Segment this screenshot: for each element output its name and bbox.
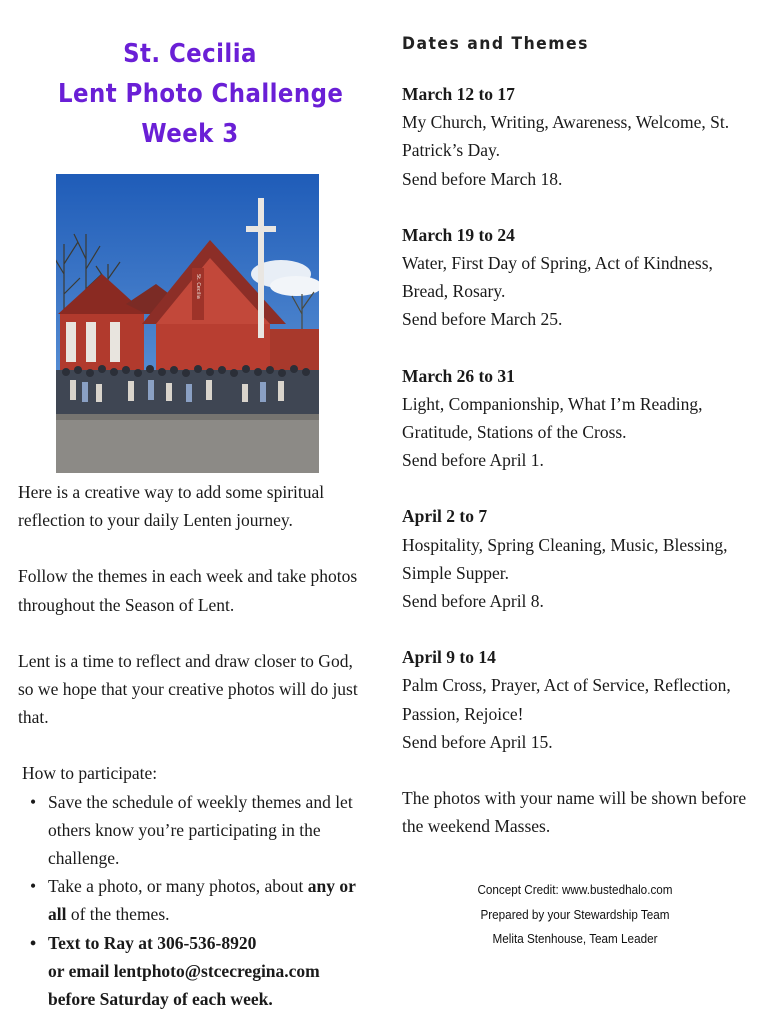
- week-themes: Hospitality, Spring Cleaning, Music, Blessing, Simple Supper.: [402, 534, 728, 583]
- contact-deadline-line: before Saturday of each week.: [48, 989, 273, 1010]
- title-line-2: Lent Photo Challenge: [58, 79, 344, 109]
- title-line-1: St. Cecilia: [123, 39, 257, 69]
- week-deadline: Send before April 1.: [402, 450, 544, 471]
- bullet-icon: •: [30, 791, 37, 812]
- week-deadline: Send before March 18.: [402, 168, 563, 189]
- how-to-list: [18, 788, 368, 1014]
- prepared-by: Prepared by your Stewardship Team: [480, 906, 670, 922]
- week-themes: My Church, Writing, Awareness, Welcome, St. Patrick’s Day.: [402, 112, 730, 161]
- how-to-heading: How to participate:: [22, 763, 158, 784]
- credits: [454, 878, 697, 952]
- week-dates: March 12 to 17: [402, 84, 515, 104]
- week-block: [402, 221, 757, 334]
- list-item-text: of the themes.: [66, 904, 170, 925]
- title-line-3: Week 3: [141, 119, 239, 149]
- page-title: [58, 34, 344, 154]
- list-item-emphasis: any or all: [48, 876, 356, 925]
- schedule-heading: Dates and Themes: [402, 34, 589, 54]
- bullet-icon: •: [30, 932, 37, 953]
- week-block: [402, 643, 757, 756]
- week-block: [402, 502, 757, 615]
- list-item-text: Take a photo, or many photos, about: [48, 876, 308, 897]
- week-themes: Light, Companionship, What I’m Reading, Gratitude, Stations of the Cross.: [402, 393, 703, 443]
- week-block: [402, 362, 757, 475]
- church-photo: [56, 174, 319, 473]
- schedule-section: [402, 34, 757, 840]
- list-item: [30, 929, 368, 1014]
- week-deadline: Send before April 8.: [402, 591, 544, 612]
- week-themes: Water, First Day of Spring, Act of Kindness, Bread, Rosary.: [402, 253, 713, 302]
- intro-section: [18, 478, 368, 1013]
- week-dates: April 9 to 14: [402, 647, 496, 668]
- church-sign-text: St. Cecilia: [195, 274, 201, 299]
- week-deadline: Send before March 25.: [402, 309, 563, 330]
- week-dates: April 2 to 7: [402, 506, 488, 527]
- week-block: [402, 80, 757, 193]
- closing-note: The photos with your name will be shown before the weekend Masses.: [402, 788, 747, 837]
- week-dates: March 26 to 31: [402, 365, 515, 386]
- list-item: [30, 788, 368, 873]
- bullet-icon: •: [30, 876, 37, 897]
- contact-text-line: Text to Ray at 306-536-8920: [48, 932, 257, 953]
- list-item: [30, 872, 368, 928]
- concept-credit: Concept Credit: www.bustedhalo.com: [477, 882, 673, 897]
- intro-paragraph-3: Lent is a time to reflect and draw closer to God, so we hope that your creative photos will do just that.: [18, 650, 358, 728]
- team-leader: Melita Stenhouse, Team Leader: [492, 931, 658, 946]
- intro-paragraph-1: Here is a creative way to add some spiritual reflection to your daily Lenten journey.: [18, 482, 325, 531]
- contact-email-line: or email lentphoto@stcecregina.com: [48, 960, 320, 981]
- week-dates: March 19 to 24: [402, 224, 515, 245]
- intro-paragraph-2: Follow the themes in each week and take photos throughout the Season of Lent.: [18, 566, 358, 615]
- list-item-text: Save the schedule of weekly themes and let others know you’re participating in the challenge.: [48, 791, 353, 869]
- week-themes: Palm Cross, Prayer, Act of Service, Reflection, Passion, Rejoice!: [402, 675, 731, 724]
- week-deadline: Send before April 15.: [402, 731, 553, 752]
